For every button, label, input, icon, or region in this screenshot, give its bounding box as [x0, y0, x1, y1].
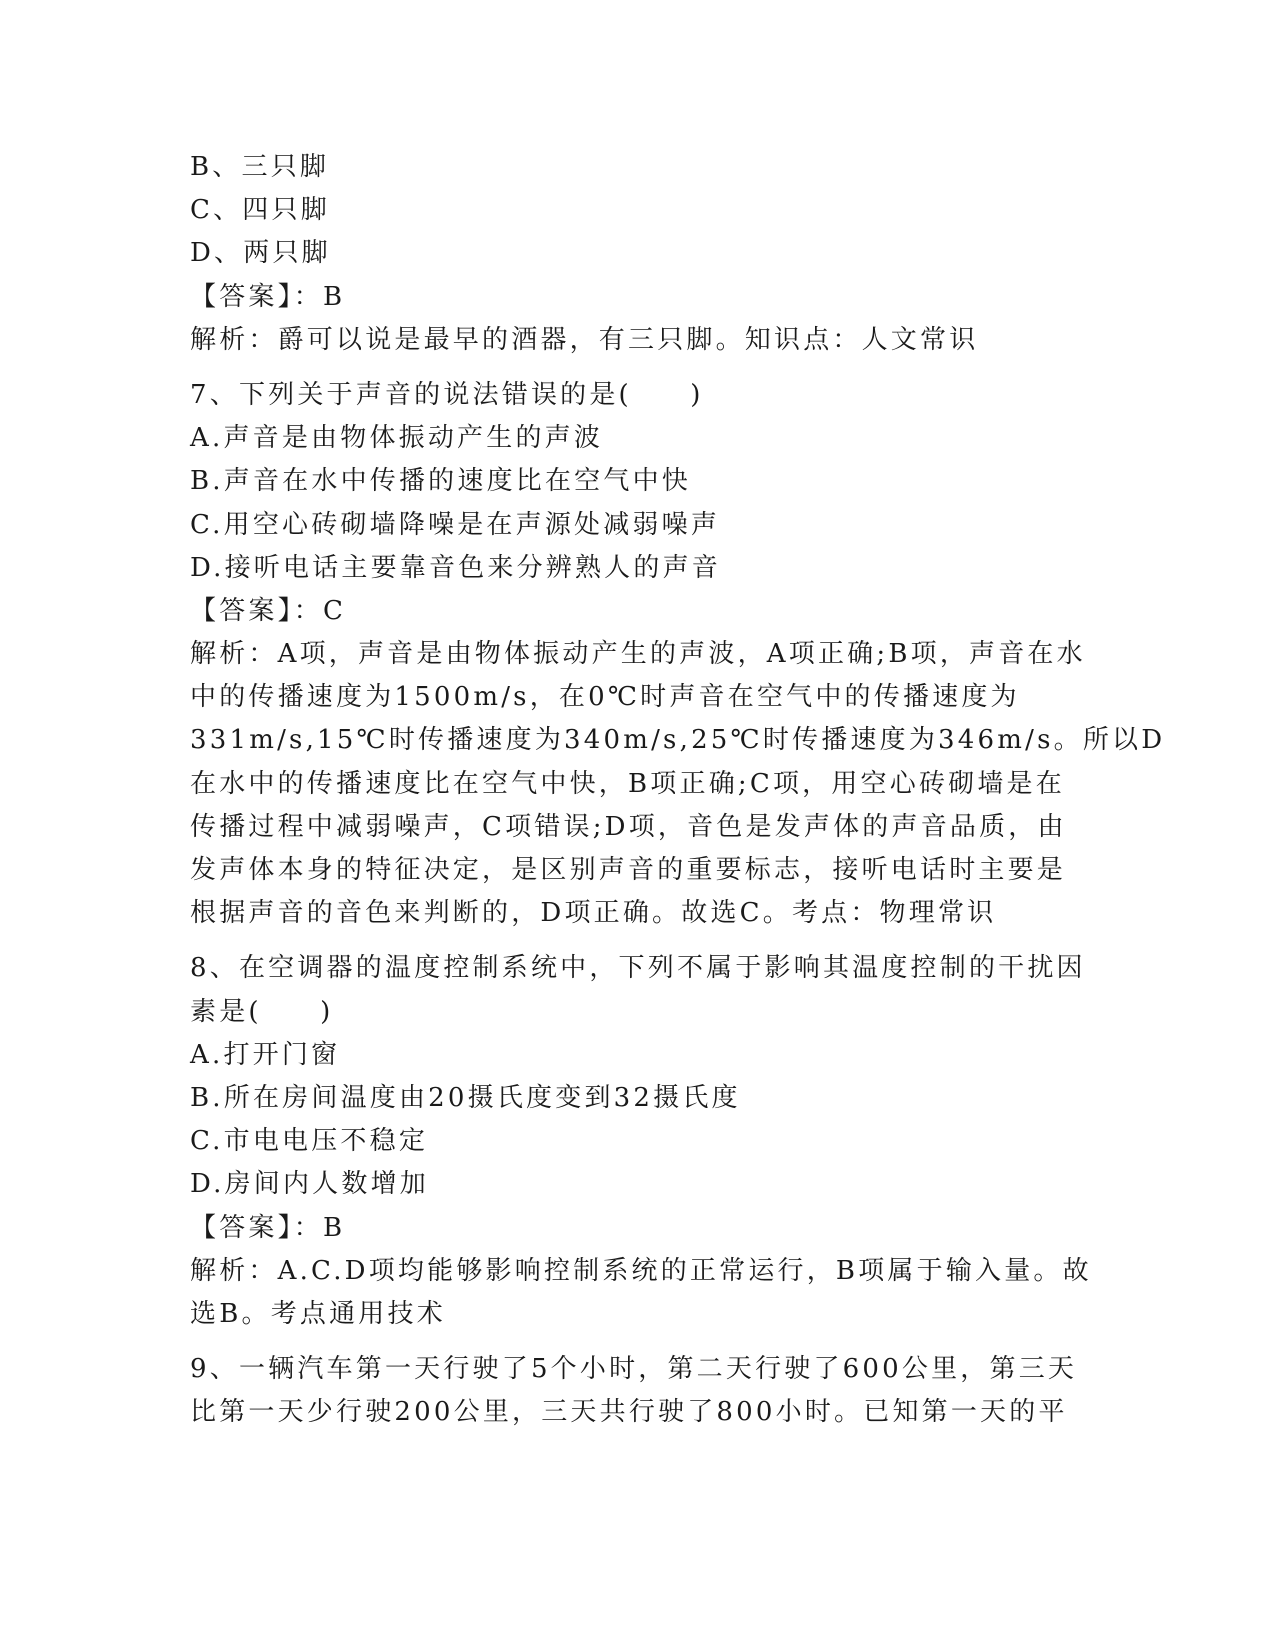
- q7-analysis-line: 传播过程中减弱噪声，C项错误;D项，音色是发声体的声音品质，由: [190, 811, 1067, 842]
- q9-question-line: 比第一天少行驶200公里，三天共行驶了800小时。已知第一天的平: [190, 1397, 1068, 1428]
- q9-question-line: 9、一辆汽车第一天行驶了5个小时，第二天行驶了600公里，第三天: [190, 1354, 1078, 1385]
- q7-option-a: A.声音是由物体振动产生的声波: [190, 423, 604, 454]
- q7-analysis-line: 解析：A项，声音是由物体振动产生的声波，A项正确;B项，声音在水: [190, 639, 1086, 670]
- q6-option-c: C、四只脚: [190, 195, 330, 226]
- q8-option-b: B.所在房间温度由20摄氏度变到32摄氏度: [190, 1082, 741, 1113]
- q7-option-c: C.用空心砖砌墙降噪是在声源处减弱噪声: [190, 509, 721, 540]
- q8-question-line: 8、在空调器的温度控制系统中，下列不属于影响其温度控制的干扰因: [190, 953, 1086, 984]
- q8-analysis-line: 选B。考点通用技术: [190, 1298, 446, 1329]
- q6-option-b: B、三只脚: [190, 152, 330, 182]
- q7-option-d: D.接听电话主要靠音色来分辨熟人的声音: [190, 552, 721, 583]
- question-9-block: [190, 1348, 1090, 1434]
- q7-analysis-line: 根据声音的音色来判断的，D项正确。故选C。考点：物理常识: [190, 898, 997, 929]
- q7-answer: 【答案】：C: [190, 595, 347, 626]
- q6-option-d: D、两只脚: [190, 238, 331, 269]
- q6-analysis-line: 解析：爵可以说是最早的酒器，有三只脚。知识点：人文常识: [190, 324, 979, 355]
- document-page: [190, 146, 1166, 1434]
- q7-analysis-line: 331m/s,15℃时传播速度为340m/s,25℃时传播速度为346m/s。所以D: [190, 725, 1166, 756]
- q7-analysis-line: 在水中的传播速度比在空气中快，B项正确;C项，用空心砖砌墙是在: [190, 768, 1065, 799]
- q7-option-b: B.声音在水中传播的速度比在空气中快: [190, 466, 691, 497]
- q8-answer: 【答案】：B: [190, 1212, 346, 1243]
- q8-option-a: A.打开门窗: [190, 1039, 341, 1070]
- question-7-block: [190, 374, 1166, 935]
- q8-question-line: 素是( ): [190, 996, 334, 1027]
- q6-answer: 【答案】：B: [190, 281, 346, 312]
- q7-analysis-line: 中的传播速度为1500m/s，在0℃时声音在空气中的传播速度为: [190, 682, 1020, 713]
- q8-analysis-line: 解析：A.C.D项均能够影响控制系统的正常运行，B项属于输入量。故: [190, 1255, 1092, 1286]
- q8-option-d: D.房间内人数增加: [190, 1169, 429, 1200]
- q7-analysis-line: 发声体本身的特征决定，是区别声音的重要标志，接听电话时主要是: [190, 855, 1067, 885]
- q8-option-c: C.市电电压不稳定: [190, 1126, 429, 1157]
- question-6-block: [190, 146, 1090, 362]
- question-8-block: [190, 947, 1090, 1336]
- q7-question-line: 7、下列关于声音的说法错误的是( ): [190, 379, 704, 410]
